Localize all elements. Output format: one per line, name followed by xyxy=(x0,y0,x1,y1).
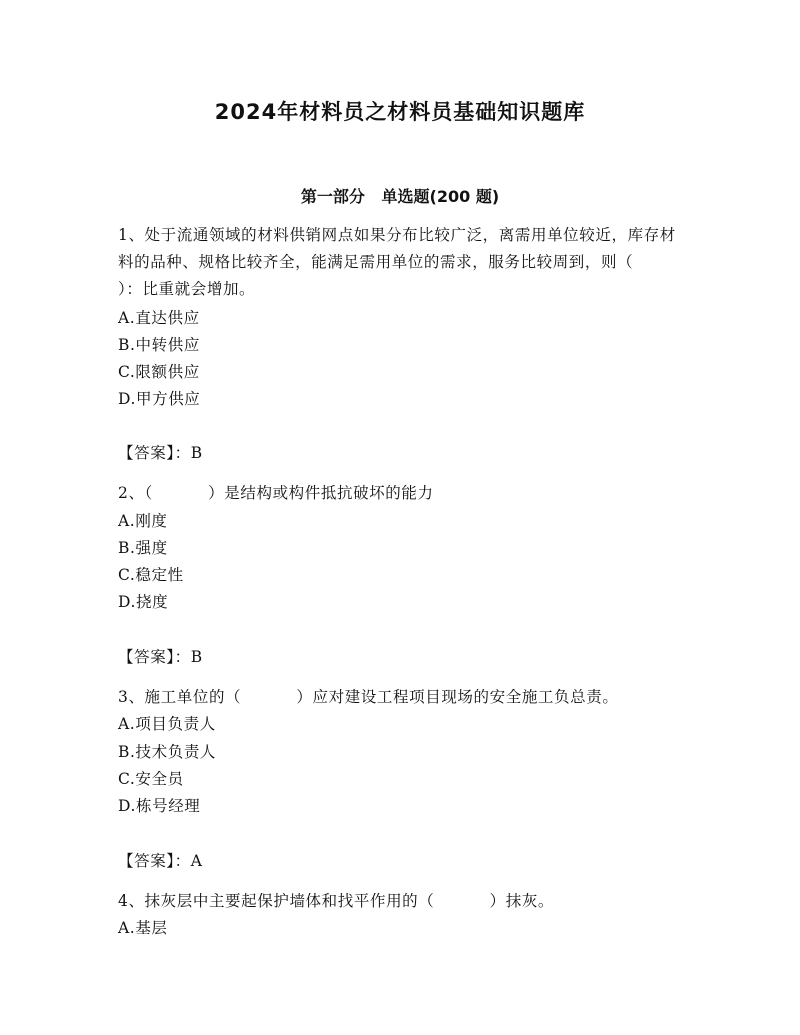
question-3-answer: 【答案】：A xyxy=(118,852,203,870)
question-4-option-a: A.基层 xyxy=(118,919,168,937)
question-3-text: 3、施工单位的（ ）应对建设工程项目现场的安全施工负总责。 xyxy=(118,688,619,706)
document-title: 2024年材料员之材料员基础知识题库 xyxy=(214,100,586,124)
question-2-option-a: A.刚度 xyxy=(118,512,168,530)
question-1-answer: 【答案】：B xyxy=(118,444,203,462)
question-3-option-c: C.安全员 xyxy=(118,770,184,788)
question-2-option-c: C.稳定性 xyxy=(118,566,184,584)
question-3-option-a: A.项目负责人 xyxy=(118,715,216,733)
question-1-option-d: D.甲方供应 xyxy=(118,390,201,408)
question-1-option-a: A.直达供应 xyxy=(118,309,200,327)
question-2-answer: 【答案】：B xyxy=(118,648,203,666)
section-heading: 第一部分 单选题(200 题) xyxy=(300,187,500,206)
question-1-option-b: B.中转供应 xyxy=(118,336,200,354)
question-1-text: 1、处于流通领域的材料供销网点如果分布比较广泛，离需用单位较近，库存材料的品种、规格比较齐全，能满足需用单位的需求，服务比较周到，则（ ）：比重就会增加。 xyxy=(118,226,689,298)
question-2-option-d: D.挠度 xyxy=(118,593,169,611)
question-2-option-b: B.强度 xyxy=(118,539,168,557)
question-1-option-c: C.限额供应 xyxy=(118,363,200,381)
question-3-option-d: D.栋号经理 xyxy=(118,797,201,815)
question-3-option-b: B.技术负责人 xyxy=(118,743,217,761)
question-4-text: 4、抹灰层中主要起保护墙体和找平作用的（ ）抹灰。 xyxy=(118,892,555,910)
question-2-text: 2、（ ）是结构或构件抵抗破坏的能力 xyxy=(118,484,434,502)
